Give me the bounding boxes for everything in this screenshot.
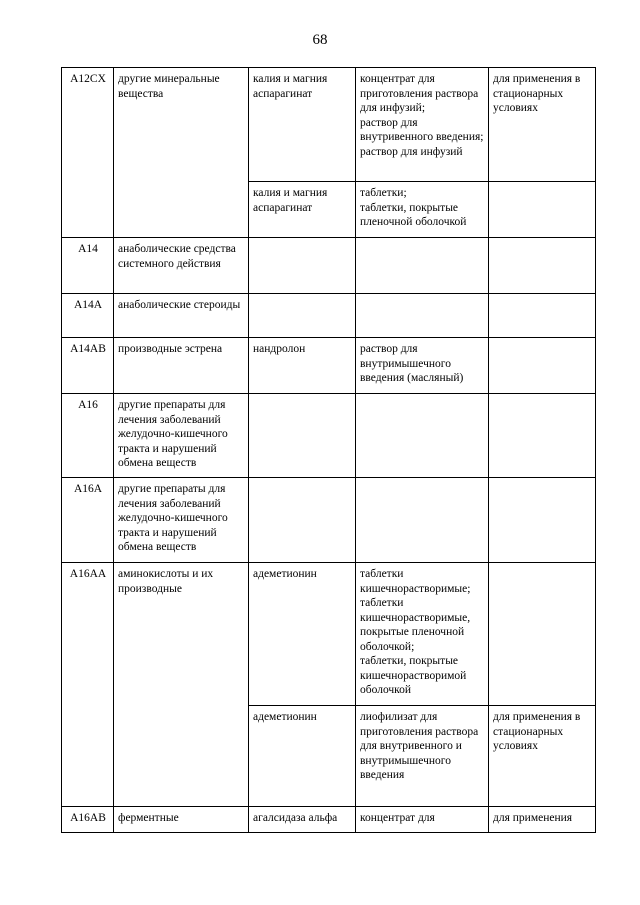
note-cell: для применения <box>489 807 596 833</box>
dosage-form-cell <box>356 394 489 478</box>
dosage-form-cell: лиофилизат для приготовления раствора для внутривенного и внутримышечного введения <box>356 706 489 807</box>
note-cell <box>489 182 596 238</box>
group-name-cell: анаболические стероиды <box>114 294 249 338</box>
inn-cell: адеметионин <box>249 706 356 807</box>
dosage-form-cell: таблетки; таблетки, покрытые пленочной оболочкой <box>356 182 489 238</box>
atc-code-cell: A14AB <box>62 338 114 394</box>
dosage-form-cell <box>356 294 489 338</box>
group-name-cell: аминокислоты и их производные <box>114 563 249 807</box>
note-cell: для применения в стационарных условиях <box>489 68 596 182</box>
note-cell: для применения в стационарных условиях <box>489 706 596 807</box>
note-cell <box>489 294 596 338</box>
atc-code-cell: A16AB <box>62 807 114 833</box>
dosage-form-cell: таблетки кишечнорастворимые; таблетки кишечнорастворимые, покрытые пленочной оболочкой; таблетки, покрытые кишечнорастворимой оболочкой <box>356 563 489 706</box>
note-cell <box>489 563 596 706</box>
group-name-cell: производные эстрена <box>114 338 249 394</box>
table-row <box>62 563 596 706</box>
dosage-form-cell: концентрат для <box>356 807 489 833</box>
atc-code-cell: A16 <box>62 394 114 478</box>
table-row <box>62 807 596 833</box>
group-name-cell: другие препараты для лечения заболеваний желудочно-кишечного тракта и нарушений обмена веществ <box>114 394 249 478</box>
note-cell <box>489 394 596 478</box>
dosage-form-cell: концентрат для приготовления раствора для инфузий; раствор для внутривенного введения; раствор для инфузий <box>356 68 489 182</box>
group-name-cell: анаболические средства системного действия <box>114 238 249 294</box>
table-row <box>62 478 596 563</box>
atc-code-cell: A16AA <box>62 563 114 807</box>
dosage-form-cell <box>356 238 489 294</box>
inn-cell <box>249 478 356 563</box>
inn-cell <box>249 294 356 338</box>
note-cell <box>489 478 596 563</box>
inn-cell: калия и магния аспарагинат <box>249 182 356 238</box>
dosage-form-cell: раствор для внутримышечного введения (масляный) <box>356 338 489 394</box>
drug-table <box>61 67 596 833</box>
inn-cell: агалсидаза альфа <box>249 807 356 833</box>
group-name-cell: другие препараты для лечения заболеваний желудочно-кишечного тракта и нарушений обмена веществ <box>114 478 249 563</box>
inn-cell <box>249 238 356 294</box>
table-row <box>62 238 596 294</box>
table-row <box>62 294 596 338</box>
table-row <box>62 338 596 394</box>
group-name-cell: ферментные <box>114 807 249 833</box>
dosage-form-cell <box>356 478 489 563</box>
note-cell <box>489 238 596 294</box>
atc-code-cell: A14 <box>62 238 114 294</box>
inn-cell: нандролон <box>249 338 356 394</box>
note-cell <box>489 338 596 394</box>
atc-code-cell: A16A <box>62 478 114 563</box>
group-name-cell: другие минеральные вещества <box>114 68 249 238</box>
atc-code-cell: A14A <box>62 294 114 338</box>
atc-code-cell: A12CX <box>62 68 114 238</box>
inn-cell <box>249 394 356 478</box>
page-number: 68 <box>312 32 328 48</box>
table-row <box>62 68 596 182</box>
table-row <box>62 394 596 478</box>
inn-cell: адеметионин <box>249 563 356 706</box>
inn-cell: калия и магния аспарагинат <box>249 68 356 182</box>
